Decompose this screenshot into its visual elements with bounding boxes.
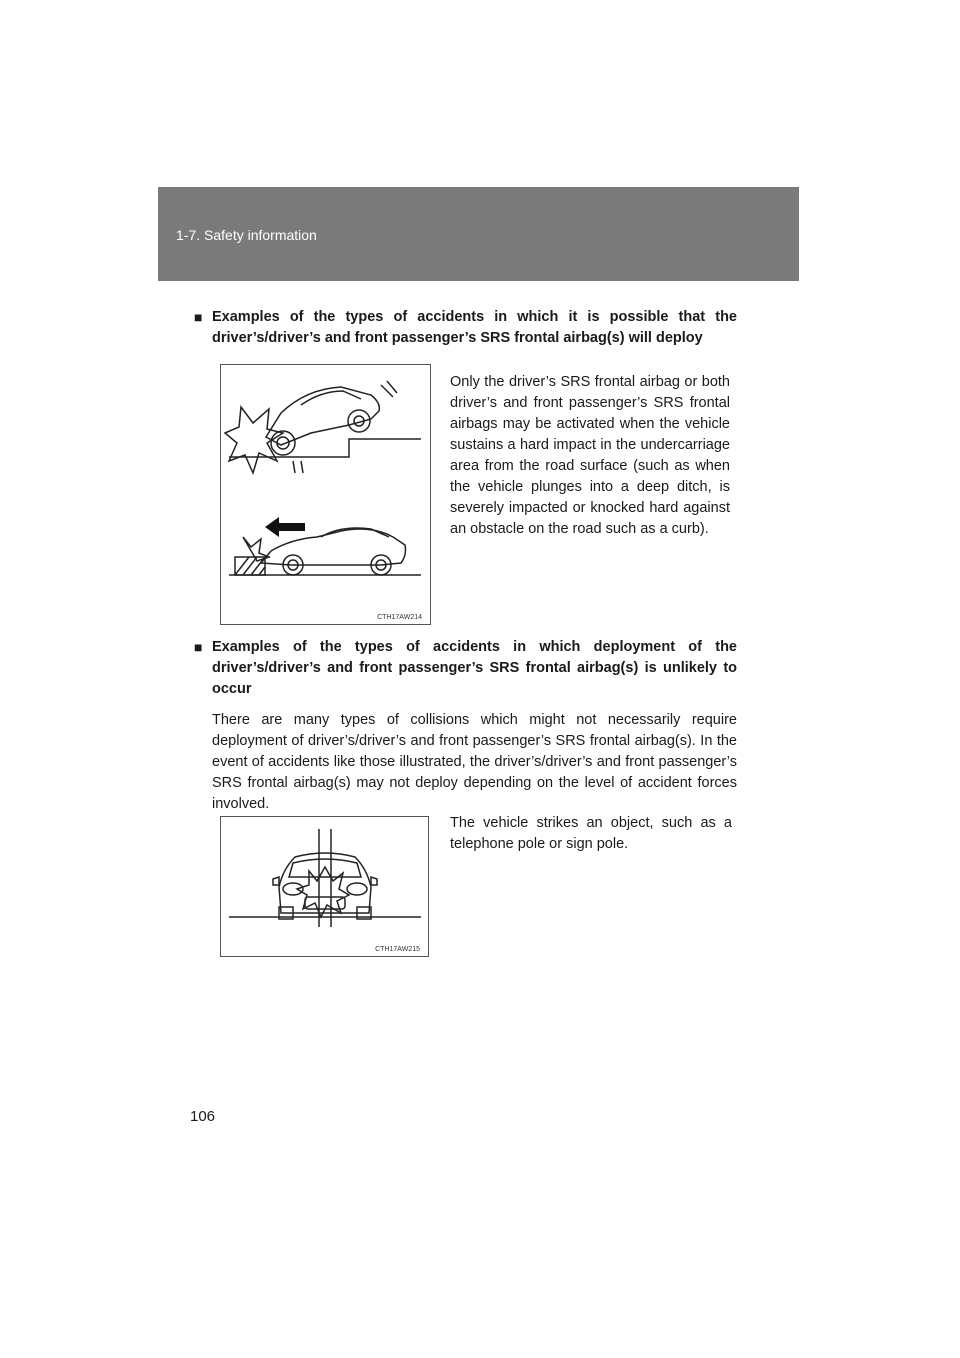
- pole-impact-illustration: [221, 817, 428, 956]
- page-number: 106: [190, 1108, 216, 1125]
- figure-code: CTH17AW214: [377, 614, 422, 621]
- section-title: 1-7. Safety information: [176, 227, 317, 243]
- header-band: [158, 187, 799, 281]
- section1-heading-block: [194, 307, 737, 349]
- section2-block: [194, 637, 737, 815]
- square-bullet-icon: ■: [194, 309, 203, 325]
- figure-undercarriage-impact: [220, 364, 431, 625]
- section2-intro: There are many types of collisions which might not necessarily require deployment of driver’s/driver’s and front passenger’s SRS frontal airbag(s). In the event of accidents like those illustrated, the driver’s/driver’s and front passenger’s SRS frontal airbag(s) may not deploy depending on the level of accident forces involved.: [212, 712, 737, 812]
- undercarriage-impact-illustration: [221, 365, 430, 624]
- figure-code: CTH17AW215: [375, 946, 420, 953]
- section2-description: The vehicle strikes an object, such as a telephone pole or sign pole.: [450, 815, 732, 852]
- square-bullet-icon: ■: [194, 639, 203, 655]
- section1-heading: ■ Examples of the types of accidents in which it is possible that the driver’s/driver’s and front passenger’s SRS frontal airbag(s) will deploy: [194, 309, 737, 346]
- section1-description: Only the driver’s SRS frontal airbag or both driver’s and front passenger’s SRS frontal airbags may be activated when the vehicle sustains a hard impact in the undercarriage area from the road surface (such as when the vehicle plunges into a deep ditch, is severely impacted or knocked hard against an obstacle on the road such as a curb).: [450, 374, 730, 537]
- figure-pole-impact: [220, 816, 429, 957]
- section2-heading: ■ Examples of the types of accidents in which deployment of the driver’s/driver’s and front passenger’s SRS frontal airbag(s) is unlikely to occur: [194, 639, 737, 697]
